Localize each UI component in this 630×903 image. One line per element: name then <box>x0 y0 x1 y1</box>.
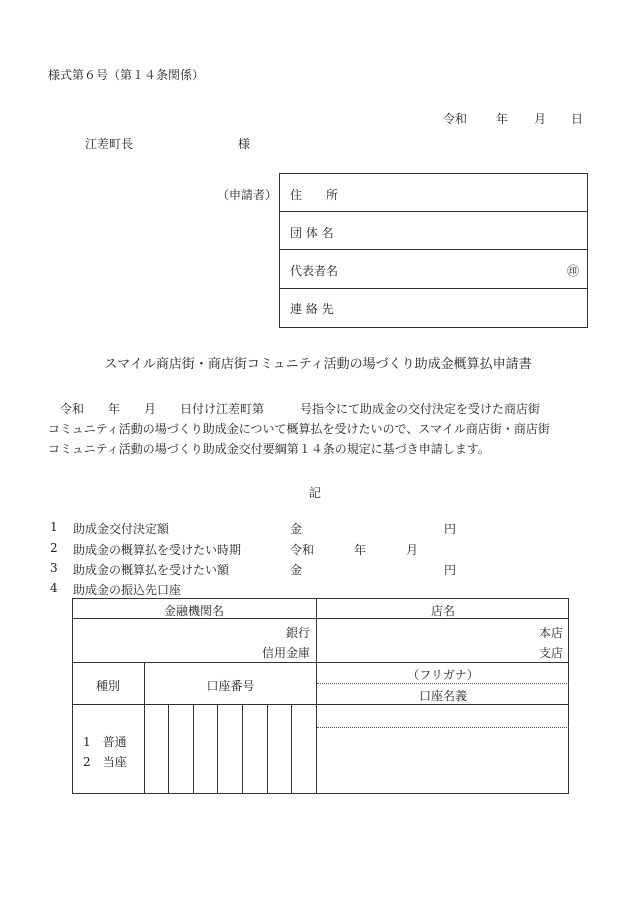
digit-divider <box>242 704 243 794</box>
item-field-unit: 円 <box>444 563 457 577</box>
credit-union-suffix: 信用金庫 <box>261 646 310 660</box>
item-label: 助成金交付決定額 <box>73 522 170 536</box>
item-number: 3 <box>50 561 58 575</box>
item-label: 助成金の概算払を受けたい時期 <box>73 543 242 557</box>
body-line-2: コミュニティ活動の場づくり助成金について概算払を受けたいので、スマイル商店街・商店街 <box>48 422 550 436</box>
head-office-suffix: 本店 <box>538 626 563 640</box>
date-year: 年 <box>496 112 509 126</box>
item-field-unit: 円 <box>444 522 457 536</box>
item-number: 2 <box>50 541 58 555</box>
item-number: 4 <box>50 581 58 595</box>
applicant-rep-label: 代表者名 <box>290 264 339 278</box>
account-name-header: 口座名義 <box>418 689 467 703</box>
divider <box>72 662 569 663</box>
digit-divider <box>217 704 218 794</box>
item-field-prefix: 金 <box>290 563 303 577</box>
branch-suffix: 支店 <box>538 646 563 660</box>
date-month: 月 <box>534 112 547 126</box>
account-type-current: 2 当座 <box>83 755 127 769</box>
body-line-1: 令和 年 月 日付け江差町第 号指令にて助成金の交付決定を受けた商店街 <box>60 402 541 416</box>
form-number: 様式第６号（第１４条関係） <box>48 68 205 82</box>
divider <box>317 727 569 728</box>
account-number-header: 口座番号 <box>206 679 255 693</box>
item-field-unit: 月 <box>406 543 419 557</box>
digit-divider <box>168 704 169 794</box>
applicant-org-label: 団 体 名 <box>290 226 334 240</box>
body-line-3: コミュニティ活動の場づくり助成金交付要綱第１４条の規定に基づき申請します。 <box>48 442 490 456</box>
item-label: 助成金の振込先口座 <box>73 583 182 597</box>
digit-divider <box>291 704 292 794</box>
bank-suffix: 銀行 <box>285 626 310 640</box>
date-day: 日 <box>571 112 584 126</box>
applicant-label: （申請者） <box>217 188 278 202</box>
digit-divider <box>193 704 194 794</box>
account-type-ordinary: 1 普通 <box>83 735 127 749</box>
divider <box>279 288 588 289</box>
item-number: 1 <box>50 520 58 534</box>
item-field-prefix: 令和 <box>290 543 315 557</box>
ki-label: 記 <box>308 486 321 500</box>
addressee-name: 江差町長 <box>85 137 134 151</box>
divider <box>279 211 588 212</box>
digit-divider <box>267 704 268 794</box>
branch-header: 店名 <box>430 604 455 618</box>
document-title: スマイル商店街・商店街コミュニティ活動の場づくり助成金概算払申請書 <box>104 357 532 372</box>
addressee-honorific: 様 <box>238 137 251 151</box>
divider <box>72 704 569 705</box>
date-era: 令和 <box>443 112 468 126</box>
type-header: 種別 <box>95 679 120 693</box>
divider <box>279 249 588 250</box>
item-field-year: 年 <box>354 543 367 557</box>
applicant-contact-label: 連 絡 先 <box>290 302 334 316</box>
item-field-prefix: 金 <box>290 522 303 536</box>
divider <box>317 683 569 684</box>
institution-header: 金融機関名 <box>163 604 224 618</box>
item-label: 助成金の概算払を受けたい額 <box>73 563 230 577</box>
furigana-header: （フリガナ） <box>407 668 479 682</box>
seal-mark: ㊞ <box>567 264 580 278</box>
applicant-address-label: 住 所 <box>290 188 339 202</box>
